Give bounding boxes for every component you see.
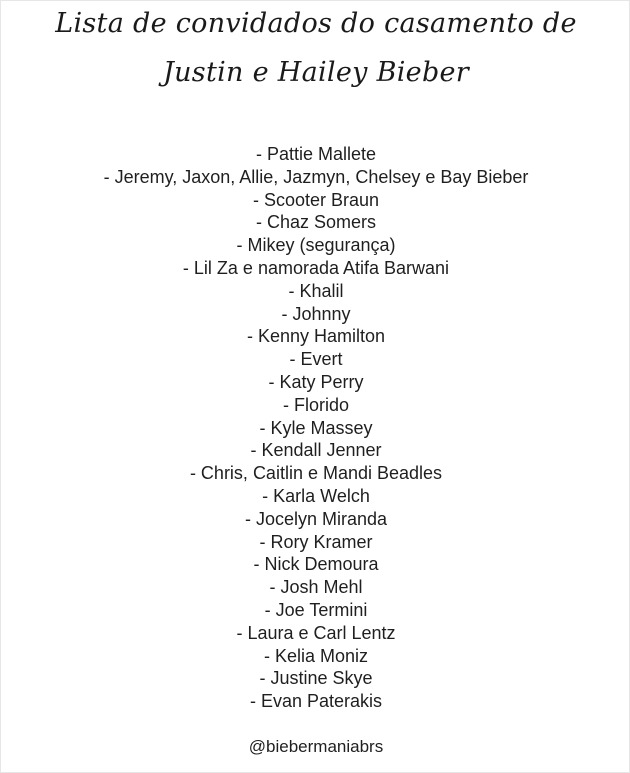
- list-item: - Lil Za e namorada Atifa Barwani: [182, 257, 450, 278]
- list-item: - Kyle Massey: [259, 417, 373, 438]
- list-item: - Josh Mehl: [269, 577, 363, 598]
- list-item: - Justine Skye: [259, 668, 373, 689]
- source-handle: @biebermaniabrs: [248, 737, 384, 756]
- list-item: - Evert: [289, 349, 343, 370]
- list-item: - Pattie Mallete: [255, 144, 377, 164]
- list-item: - Chaz Somers: [255, 212, 377, 233]
- list-item: - Kenny Hamilton: [246, 326, 386, 347]
- list-item: - Jocelyn Miranda: [244, 508, 388, 529]
- list-item: - Scooter Braun: [252, 189, 380, 210]
- list-item: - Karla Welch: [262, 485, 370, 506]
- list-item: - Florido: [282, 394, 349, 415]
- list-item: - Kelia Moniz: [263, 645, 369, 666]
- list-item: - Johnny: [281, 303, 351, 324]
- list-item: - Joe Termini: [264, 599, 368, 620]
- page-title-line-1: Lista de convidados do casamento de: [55, 8, 577, 39]
- list-item: - Nick Demoura: [253, 554, 379, 575]
- guest-list: [1, 143, 630, 713]
- list-item: - Mikey (segurança): [236, 235, 396, 256]
- list-item: - Evan Paterakis: [249, 691, 383, 712]
- page-title-line-2: Justin e Hailey Bieber: [162, 57, 470, 88]
- list-item: - Laura e Carl Lentz: [236, 622, 396, 643]
- list-item: - Kendall Jenner: [250, 440, 382, 461]
- list-item: - Jeremy, Jaxon, Allie, Jazmyn, Chelsey e Bay Bieber: [103, 166, 529, 187]
- list-item: - Rory Kramer: [259, 531, 373, 552]
- list-item: - Chris, Caitlin e Mandi Beadles: [189, 463, 443, 484]
- list-item: - Katy Perry: [268, 371, 364, 392]
- list-item: - Khalil: [288, 280, 344, 301]
